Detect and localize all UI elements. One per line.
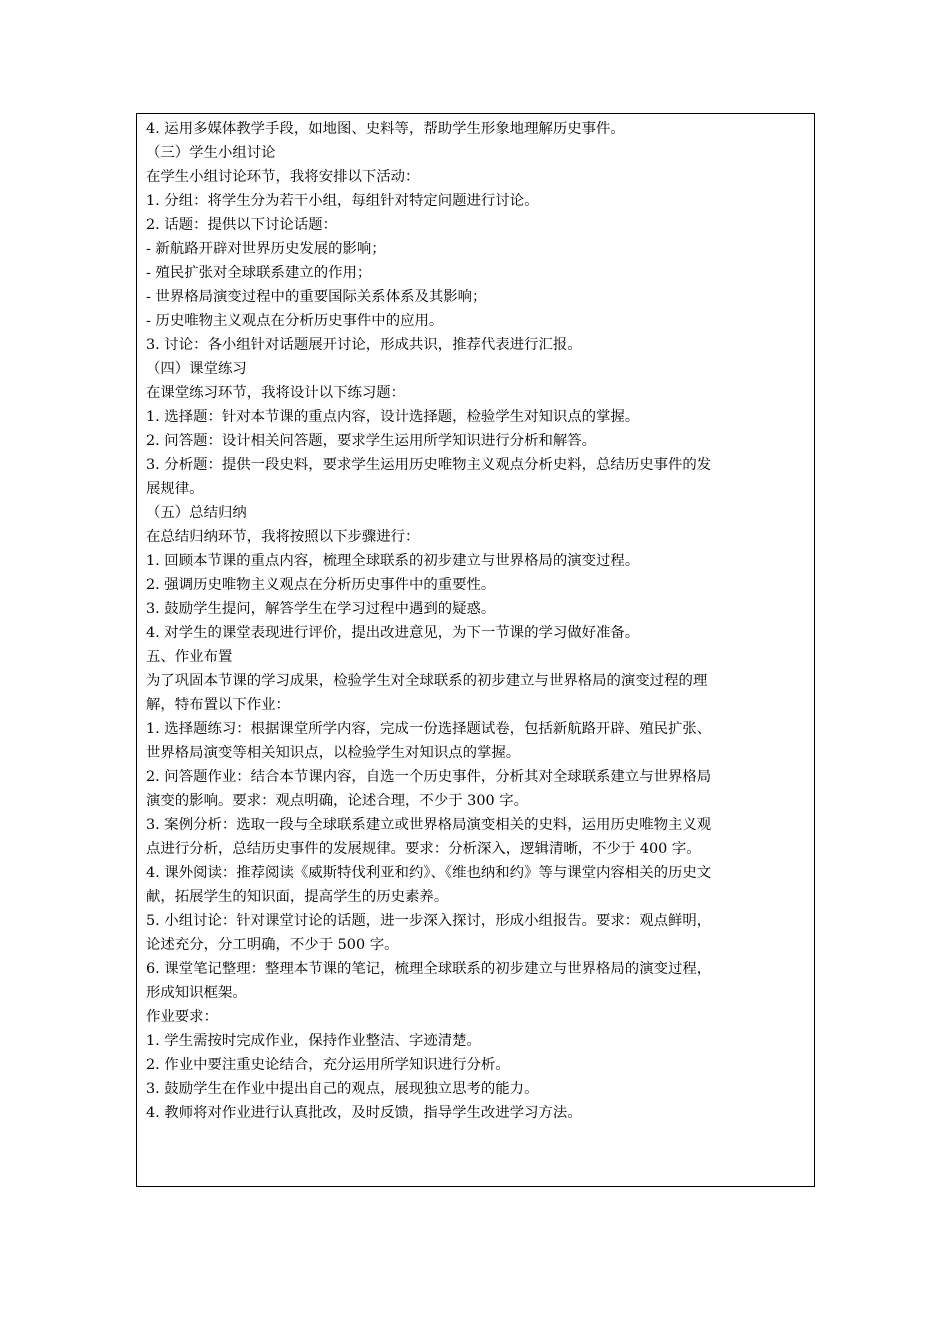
section-heading: （五）总结归纳	[146, 505, 247, 521]
text-line: 2. 话题：提供以下讨论话题：	[146, 217, 337, 233]
text-line: 1. 回顾本节课的重点内容，梳理全球联系的初步建立与世界格局的演变过程。	[146, 553, 640, 569]
text-line: 3. 分析题：提供一段史料，要求学生运用历史唯物主义观点分析史料，总结历史事件的发	[146, 457, 712, 473]
text-line: 2. 问答题：设计相关问答题，要求学生运用所学知识进行分析和解答。	[146, 433, 597, 449]
text-line: 6. 课堂笔记整理：整理本节课的笔记，梳理全球联系的初步建立与世界格局的演变过程，	[146, 961, 712, 977]
section-heading: （四）课堂练习	[146, 361, 247, 377]
text-line: 演变的影响。要求：观点明确，论述合理，不少于 300 字。	[146, 793, 528, 809]
text-line: 3. 鼓励学生在作业中提出自己的观点，展现独立思考的能力。	[146, 1081, 539, 1097]
section-heading: （三）学生小组讨论	[146, 145, 276, 161]
document-body	[146, 117, 810, 1125]
text-line: 3. 鼓励学生提问，解答学生在学习过程中遇到的疑惑。	[146, 601, 496, 617]
text-line: 在学生小组讨论环节，我将安排以下活动：	[146, 169, 420, 185]
text-line: 点进行分析，总结历史事件的发展规律。要求：分析深入，逻辑清晰，不少于 400 字。	[146, 841, 701, 857]
text-line: 2. 作业中要注重史论结合，充分运用所学知识进行分析。	[146, 1057, 510, 1073]
text-line: 3. 案例分析：选取一段与全球联系建立或世界格局演变相关的史料，运用历史唯物主义观	[146, 817, 712, 833]
list-item: - 世界格局演变过程中的重要国际关系体系及其影响；	[146, 289, 487, 305]
text-line: 2. 强调历史唯物主义观点在分析历史事件中的重要性。	[146, 577, 496, 593]
text-line: 3. 讨论：各小组针对话题展开讨论，形成共识，推荐代表进行汇报。	[146, 337, 582, 353]
text-line: 解，特布置以下作业：	[146, 697, 290, 713]
text-line: 5. 小组讨论：针对课堂讨论的话题，进一步深入探讨，形成小组报告。要求：观点鲜明，	[146, 913, 712, 929]
text-line: 献，拓展学生的知识面，提高学生的历史素养。	[146, 889, 449, 905]
list-item: - 新航路开辟对世界历史发展的影响；	[146, 241, 386, 257]
text-line: 2. 问答题作业：结合本节课内容，自选一个历史事件，分析其对全球联系建立与世界格局	[146, 769, 712, 785]
text-line: 4. 对学生的课堂表现进行评价，提出改进意见，为下一节课的学习做好准备。	[146, 625, 640, 641]
text-line: 世界格局演变等相关知识点，以检验学生对知识点的掌握。	[146, 745, 521, 761]
text-line: 在总结归纳环节，我将按照以下步骤进行：	[146, 529, 420, 545]
text-line: 4. 教师将对作业进行认真批改，及时反馈，指导学生改进学习方法。	[146, 1105, 582, 1121]
text-line: 1. 学生需按时完成作业，保持作业整洁、字迹清楚。	[146, 1033, 481, 1049]
section-heading: 五、作业布置	[146, 649, 233, 665]
text-line: 形成知识框架。	[146, 985, 247, 1001]
text-line: 1. 分组：将学生分为若干小组，每组针对特定问题进行讨论。	[146, 193, 539, 209]
text-line: 论述充分，分工明确，不少于 500 字。	[146, 937, 399, 953]
section-heading: 作业要求：	[146, 1009, 218, 1025]
list-item: - 殖民扩张对全球联系建立的作用；	[146, 265, 372, 281]
text-line: 展规律。	[146, 481, 204, 497]
text-line: 4. 运用多媒体教学手段，如地图、史料等，帮助学生形象地理解历史事件。	[146, 121, 625, 137]
document-table-cell	[136, 113, 815, 1187]
text-line: 1. 选择题：针对本节课的重点内容，设计选择题，检验学生对知识点的掌握。	[146, 409, 640, 425]
text-line: 1. 选择题练习：根据课堂所学内容，完成一份选择题试卷，包括新航路开辟、殖民扩张、	[146, 721, 712, 737]
text-line: 为了巩固本节课的学习成果，检验学生对全球联系的初步建立与世界格局的演变过程的理	[146, 673, 708, 689]
text-line: 在课堂练习环节，我将设计以下练习题：	[146, 385, 406, 401]
text-line: 4. 课外阅读：推荐阅读《威斯特伐利亚和约》、《维也纳和约》等与课堂内容相关的历史文	[146, 865, 712, 881]
list-item: - 历史唯物主义观点在分析历史事件中的应用。	[146, 313, 444, 329]
